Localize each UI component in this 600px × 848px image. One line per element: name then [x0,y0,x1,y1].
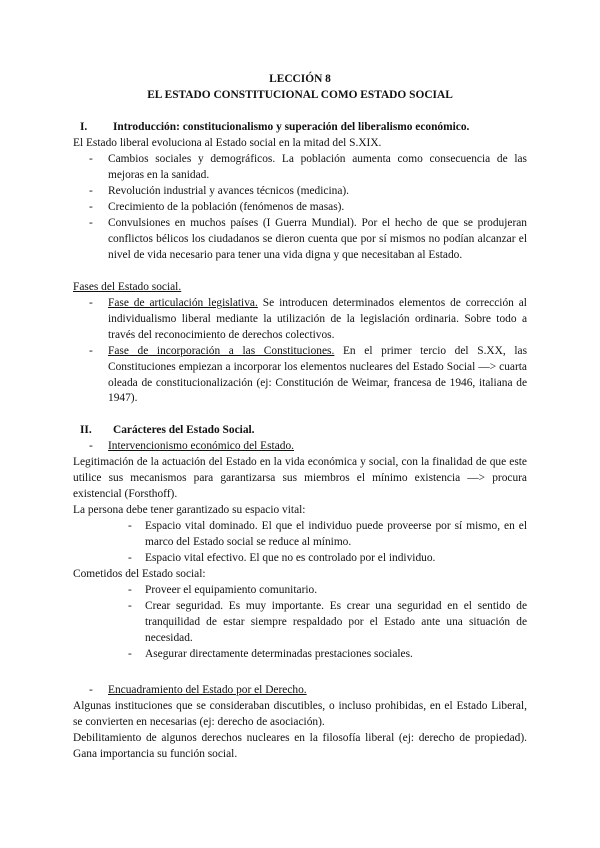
list-item [89,152,527,184]
lesson-number: LECCIÓN 8 [269,73,331,85]
phase-title: Fase de incorporación a las Constituciones. [108,345,335,357]
section-1-heading [73,120,527,136]
section-1-numeral: I. [80,121,88,133]
subsection-title: Encuadramiento del Estado por el Derecho. [108,684,307,696]
section-1-intro: El Estado liberal evoluciona al Estado social en la mitad del S.XIX. [73,137,382,149]
list-item-text: Proveer el equipamiento comunitario. [145,584,318,596]
dash-bullet: - [89,153,93,165]
paragraph: Cometidos del Estado social: [73,568,206,580]
phase-text: En el primer tercio del S.XX, las Constituciones empiezan a incorporar los elementos nucleares del Estado Social —> cuarta oleada de constitucionalización (ej: Constitución de Weimar, francesa de 1946, italiana de 1947). [108,345,528,405]
dash-bullet: - [89,440,93,452]
list-item [128,599,527,646]
dash-bullet: - [128,600,132,612]
list-item [89,184,527,200]
dash-bullet: - [89,217,93,229]
list-item-text: Convulsiones en muchos países (I Guerra Mundial). Por el hecho de que se produjeran conflictos bélicos los ciudadanos se dieron cuenta que por sí mismos no podían alcanzar el nivel de vida necesario para tener una vida digna y que necesitaban al Estado. [108,217,527,261]
list-item-text: Cambios sociales y demográficos. La población aumenta como consecuencia de las mejoras en la sanidad. [108,153,527,181]
paragraph: La persona debe tener garantizado su espacio vital: [73,504,306,516]
paragraph: Algunas instituciones que se consideraban discutibles, o incluso prohibidas, en el Estado Liberal, se convierten en necesarias (ej: derecho de asociación). [73,700,527,728]
paragraph: Debilitamiento de algunos derechos nucleares en la filosofía liberal (ej: derecho de propiedad). Gana importancia su función social. [73,732,527,760]
dash-bullet: - [89,345,93,357]
subsection-title: Intervencionismo económico del Estado. [108,440,294,452]
subsection-heading [89,683,527,699]
list-item-text: Asegurar directamente determinadas prestaciones sociales. [145,648,413,660]
list-item [128,551,527,567]
list-item [89,200,527,216]
list-item [89,216,527,263]
dash-bullet: - [89,201,93,213]
dash-bullet: - [128,552,132,564]
list-item-text: Revolución industrial y avances técnicos (medicina). [108,185,350,197]
subsection-heading [89,439,527,455]
dash-bullet: - [89,297,93,309]
section-1-title: Introducción: constitucionalismo y superación del liberalismo económico. [113,121,470,133]
dash-bullet: - [89,684,93,696]
dash-bullet: - [128,584,132,596]
list-item [128,519,527,551]
dash-bullet: - [89,185,93,197]
list-item-text: Espacio vital dominado. El que el individuo puede proveerse por sí mismo, en el marco del Estado social se reduce al mínimo. [145,520,527,548]
list-item [89,296,527,343]
section-2-heading [73,423,527,439]
paragraph: Legitimación de la actuación del Estado en la vida económica y social, con la finalidad de que este utilice sus mecanismos para garantizarsa sus miembros el mínimo existencia —> procura existencial (Forsthoff). [73,456,527,500]
section-2-title: Carácteres del Estado Social. [113,424,255,436]
list-item-text: Crear seguridad. Es muy importante. Es crear una seguridad en el sentido de tranquilidad de estar siempre respaldado por el Estado ante una situación de necesidad. [145,600,527,644]
list-item [128,647,527,663]
list-item-text: Espacio vital efectivo. El que no es controlado por el individuo. [145,552,436,564]
section-2-numeral: II. [80,424,92,436]
list-item [128,583,527,599]
list-item [89,344,528,407]
phases-label: Fases del Estado social. [73,281,182,293]
phase-title: Fase de articulación legislativa. [108,297,258,309]
list-item-text: Crecimiento de la población (fenómenos de masas). [108,201,345,213]
lesson-title: EL ESTADO CONSTITUCIONAL COMO ESTADO SOCIAL [147,89,453,101]
dash-bullet: - [128,648,132,660]
dash-bullet: - [128,520,132,532]
phase-text: Se introducen determinados elementos de corrección al individualismo liberal mediante la utilización de la legislación ordinaria. Sobre todo a través del reconocimiento de derechos colectivos. [108,297,527,341]
